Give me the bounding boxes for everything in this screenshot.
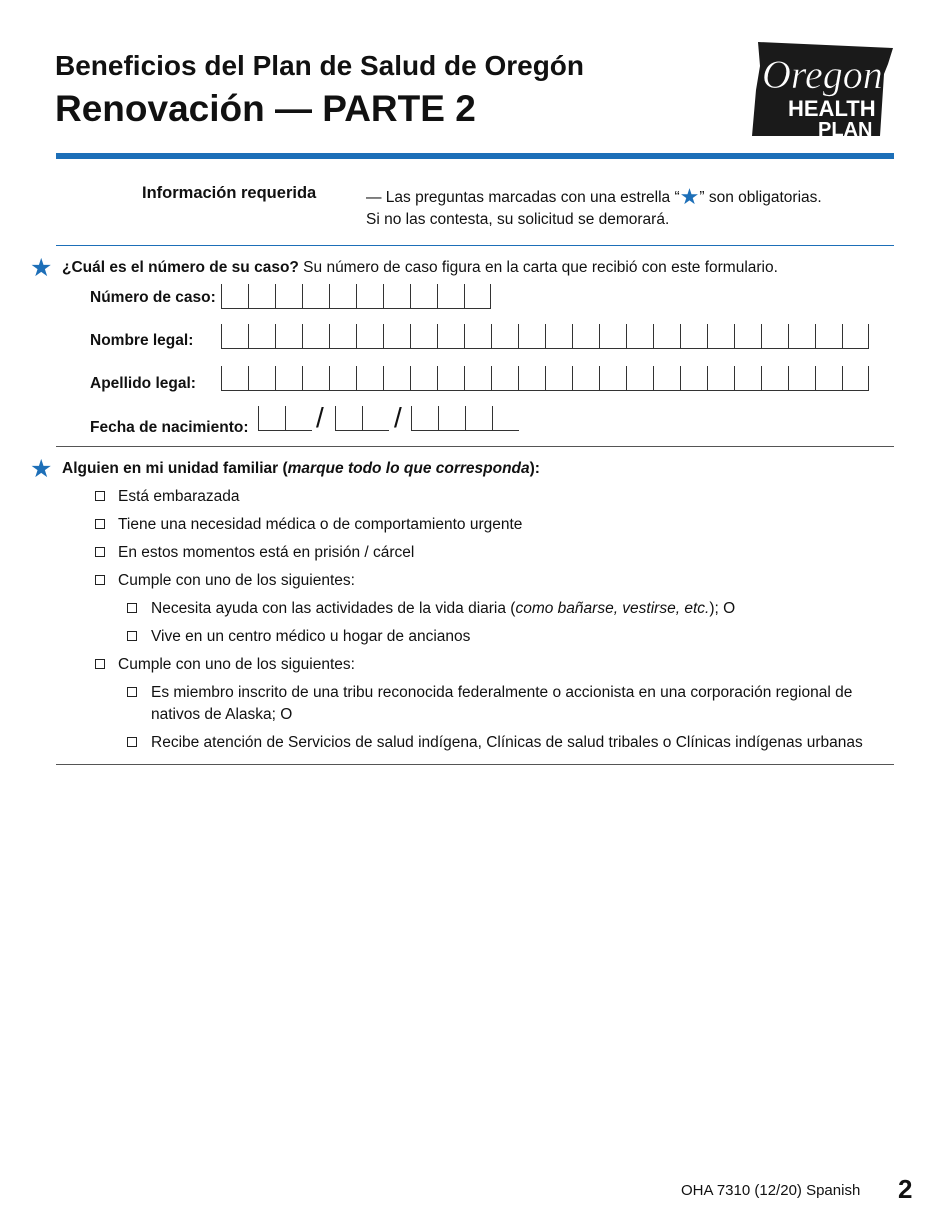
logo-oregon-text: Oregon: [762, 52, 883, 97]
case-question: [62, 259, 778, 277]
legal-first-name-input[interactable]: [221, 324, 869, 349]
form-title: Beneficios del Plan de Salud de Oregón: [55, 50, 585, 81]
section-divider-bottom: [56, 764, 894, 765]
section-divider-middle: [56, 446, 894, 447]
tribe-line1: Es miembro inscrito de una tribu reconocida federalmente o accionista en una corporación regional de: [151, 684, 853, 701]
option-daily-help: [151, 598, 735, 620]
header-divider: [56, 153, 894, 159]
daily-help-italic: como bañarse, vestirse, etc.: [515, 600, 710, 617]
dob-label: Fecha de nacimiento:: [90, 419, 249, 436]
daily-help-start: Necesita ayuda con las actividades de la vida diaria (: [151, 600, 516, 617]
checkbox-one-of-following-2[interactable]: [95, 659, 105, 669]
required-info-before-star: — Las preguntas marcadas con una estrella “: [366, 189, 680, 206]
oregon-health-plan-logo: [748, 40, 898, 140]
required-info-label: Información requerida: [142, 184, 317, 202]
dob-month-input[interactable]: [258, 406, 312, 431]
option-indian-health: Recibe atención de Servicios de salud indígena, Clínicas de salud tribales o Clínicas indígenas urbanas: [151, 734, 863, 751]
page-number: 2: [898, 1174, 913, 1204]
option-one-of-following-2: Cumple con uno de los siguientes:: [118, 656, 355, 673]
checkbox-medical-center[interactable]: [127, 631, 137, 641]
logo-plan-text: PLAN: [818, 119, 873, 140]
checkbox-daily-help[interactable]: [127, 603, 137, 613]
checkbox-pregnant[interactable]: [95, 491, 105, 501]
case-question-rest: Su número de caso figura en la carta que recibió con este formulario.: [298, 259, 778, 276]
option-pregnant: Está embarazada: [118, 488, 240, 505]
option-medical-center: Vive en un centro médico u hogar de ancianos: [151, 628, 471, 645]
form-code: OHA 7310 (12/20) Spanish: [681, 1182, 861, 1199]
legal-last-name-input[interactable]: [221, 366, 869, 391]
checkbox-prison[interactable]: [95, 547, 105, 557]
required-star-icon: ★: [30, 455, 53, 483]
household-question-italic: marque todo lo que corresponda: [287, 460, 530, 477]
dob-day-input[interactable]: [335, 406, 389, 431]
dob-year-input[interactable]: [411, 406, 519, 431]
required-info-text: [366, 184, 822, 230]
household-question: [62, 460, 540, 478]
household-question-bold: Alguien en mi unidad familiar (: [62, 460, 288, 477]
checkbox-urgent-need[interactable]: [95, 519, 105, 529]
required-info-after-star: ” son obligatorias.: [699, 189, 822, 206]
required-star-icon: ★: [30, 254, 53, 282]
dob-separator: /: [394, 402, 402, 433]
option-prison: En estos momentos está en prisión / cárcel: [118, 544, 415, 561]
option-urgent-need: Tiene una necesidad médica o de comportamiento urgente: [118, 516, 523, 533]
option-tribe-member: [151, 682, 852, 726]
checkbox-tribe-member[interactable]: [127, 687, 137, 697]
tribe-line2: nativos de Alaska; O: [151, 706, 293, 723]
checkbox-indian-health[interactable]: [127, 737, 137, 747]
legal-last-name-label: Apellido legal:: [90, 375, 196, 392]
checkbox-one-of-following-1[interactable]: [95, 575, 105, 585]
case-number-label: Número de caso:: [90, 289, 216, 306]
option-one-of-following-1: Cumple con uno de los siguientes:: [118, 572, 355, 589]
daily-help-end: ); O: [709, 600, 736, 617]
case-question-bold: ¿Cuál es el número de su caso?: [62, 259, 299, 276]
case-number-input[interactable]: [221, 284, 491, 309]
section-divider-top: [56, 245, 894, 246]
dob-separator: /: [316, 402, 324, 433]
household-question-end: ):: [529, 460, 540, 477]
legal-first-name-label: Nombre legal:: [90, 332, 194, 349]
star-icon: ★: [679, 184, 700, 209]
logo-health-text: HEALTH: [788, 96, 876, 121]
required-info-line2: Si no las contesta, su solicitud se demorará.: [366, 211, 670, 228]
form-subtitle: Renovación — PARTE 2: [55, 88, 476, 129]
